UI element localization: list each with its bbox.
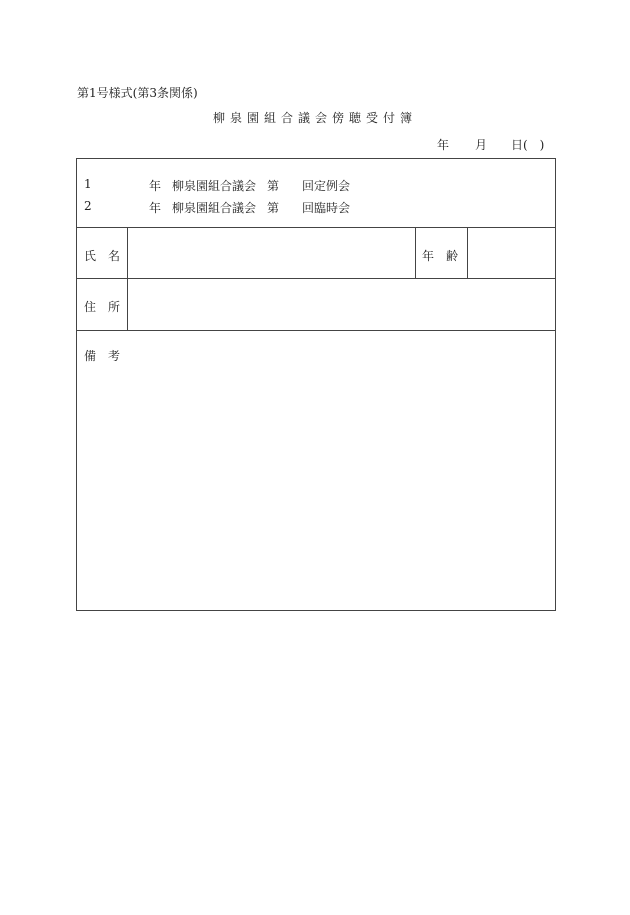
session-year-label: 年: [149, 179, 162, 193]
session-council-name: 柳泉園組合議会: [172, 201, 257, 215]
divider: [415, 227, 416, 278]
address-label: 住所: [84, 300, 133, 314]
date-month-label: 月: [475, 138, 488, 152]
name-field[interactable]: [128, 228, 415, 278]
date-day-label: 日( ): [511, 138, 545, 152]
session-council-name: 柳泉園組合議会: [172, 179, 257, 193]
name-label: 氏名: [84, 249, 133, 263]
session-number: 1: [84, 177, 92, 191]
date-line: [437, 136, 544, 153]
date-year-label: 年: [437, 138, 450, 152]
session-kind: 回定例会: [302, 179, 351, 193]
session-year-label: 年: [149, 201, 162, 215]
session-dai-label: 第: [267, 201, 280, 215]
session-kind: 回臨時会: [302, 201, 351, 215]
remarks-label: 備考: [84, 349, 133, 363]
address-field[interactable]: [128, 279, 555, 330]
form-number-label: 第1号様式(第3条関係): [77, 86, 198, 100]
age-label: 年齢: [422, 249, 471, 263]
reception-form-table: [76, 158, 556, 611]
age-field[interactable]: [468, 228, 555, 278]
document-title: 柳泉園組合議会傍聴受付簿: [213, 111, 418, 125]
remarks-field[interactable]: [77, 331, 555, 611]
session-dai-label: 第: [267, 179, 280, 193]
session-number: 2: [84, 199, 92, 213]
